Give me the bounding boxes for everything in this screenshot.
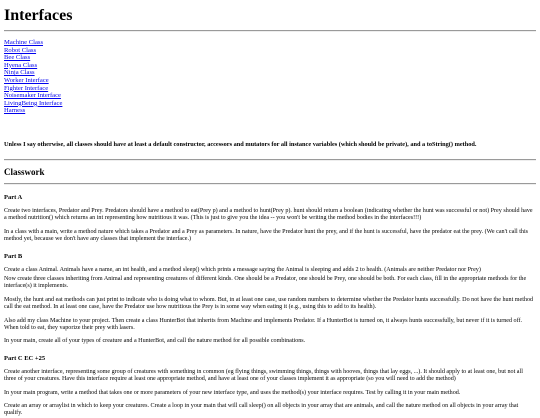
part-a-heading: Part A bbox=[4, 193, 23, 201]
part-a-paragraph: In a class with a main, write a method nature which takes a Predator and a Prey as parameters. In nature, have the Predator hunt the prey, and if the hunt is successful, have the predator eat the prey. (We can't call this method yet, because we don't have any classes that implement the interface.) bbox=[4, 228, 529, 243]
part-b-paragraph: Create a class Animal. Animals have a name, an int health, and a method sleep() which prints a message saying the Animal is sleeping and adds 2 to health. (Animals are neither Predator nor Prey) bbox=[4, 266, 481, 273]
classwork-heading: Classwork bbox=[4, 166, 45, 177]
part-b-paragraph: Mostly, the hunt and eat methods can just print to indicate who is doing what to whom. But, in at least one case, use random numbers to determine whether the Predator hunts successfully. Do not have the hunt method call the eat method. In at least one case, have the Predator use how nutritious the Prey is in some way when eating it (e.g., using this to add to its health). bbox=[4, 296, 534, 311]
class-links-list bbox=[4, 39, 536, 115]
link-ninja-class[interactable]: Ninja Class bbox=[4, 69, 35, 77]
link-hyena-class[interactable]: Hyena Class bbox=[4, 61, 38, 69]
link-worker-interface[interactable]: Worker Interface bbox=[4, 76, 49, 84]
title-divider bbox=[4, 30, 536, 32]
part-b-paragraph: Also add my class Machine to your project. Then create a class HunterBot that inherits from Machine and implements Predator. If a HunterBot is turned on, it always hunts successfully, but never if it is turned off. When told to eat, they vaporize their prey with lasers. bbox=[4, 317, 523, 331]
link-bee-class[interactable]: Bee Class bbox=[4, 54, 31, 62]
part-c-paragraph: Create an array or arraylist in which to keep your creatures. Create a loop in your main that will call sleep() on all objects in your array that are animals, and call the nature method on all objects in your array that qualify. bbox=[4, 403, 519, 417]
classwork-divider bbox=[4, 183, 536, 185]
part-a-paragraph: Create two interfaces, Predator and Prey. Predators should have a method to eat(Prey p) and a method to hunt(Prey p). hunt should return a boolean (indicating whether the hunt was successful or not) Prey should have a method nutrition() which returns an int representing how nutritious it was. (This is just to give you the idea -- you won't be writing the method bodies in the interfaces!!!) bbox=[4, 207, 533, 222]
link-harness[interactable]: Harness bbox=[4, 107, 26, 115]
part-c-paragraph: Create another interface, representing some group of creatures with something in common (eg flying things, swimming things, things with hooves, things that lay eggs, ...). It should apply to at least one, but not all three of your creatures. Have this interface require at least one appropriate method, and have at least one of your classes implement it as appropriate (so you will need to add the method) bbox=[4, 368, 523, 383]
part-c-paragraph: In your main program, write a method that takes one or more parameters of your new interface type, and uses the method(s) your interface requires. Test by calling it in your main method. bbox=[4, 389, 461, 396]
link-fighter-interface[interactable]: Fighter Interface bbox=[4, 84, 49, 92]
part-b-paragraph: In your main, create all of your types of creature and a HunterBot, and call the nature method for all possible combinations. bbox=[4, 338, 306, 345]
link-robot-class[interactable]: Robot Class bbox=[4, 46, 37, 54]
link-livingbeing-interface[interactable]: LivingBeing Interface bbox=[4, 99, 63, 107]
page-title: Interfaces bbox=[4, 7, 73, 24]
part-b-paragraph: Now create three classes inheriting from Animal and representing creatures of different kinds. One should be a Predator, one should be Prey, one should be both. For each class, fill in the appropriate methods for the interface(s) it implements. bbox=[4, 275, 527, 290]
note-divider bbox=[4, 159, 536, 161]
part-b-heading: Part B bbox=[4, 252, 23, 260]
link-noisemaker-interface[interactable]: Noisemaker Interface bbox=[4, 92, 61, 100]
requirements-note: Unless I say otherwise, all classes should have at least a default constructor, accessors and mutators for all instance variables (which should be private), and a toString() method. bbox=[4, 140, 477, 148]
link-machine-class[interactable]: Machine Class bbox=[4, 39, 44, 46]
part-c-heading: Part C EC +25 bbox=[4, 354, 46, 362]
